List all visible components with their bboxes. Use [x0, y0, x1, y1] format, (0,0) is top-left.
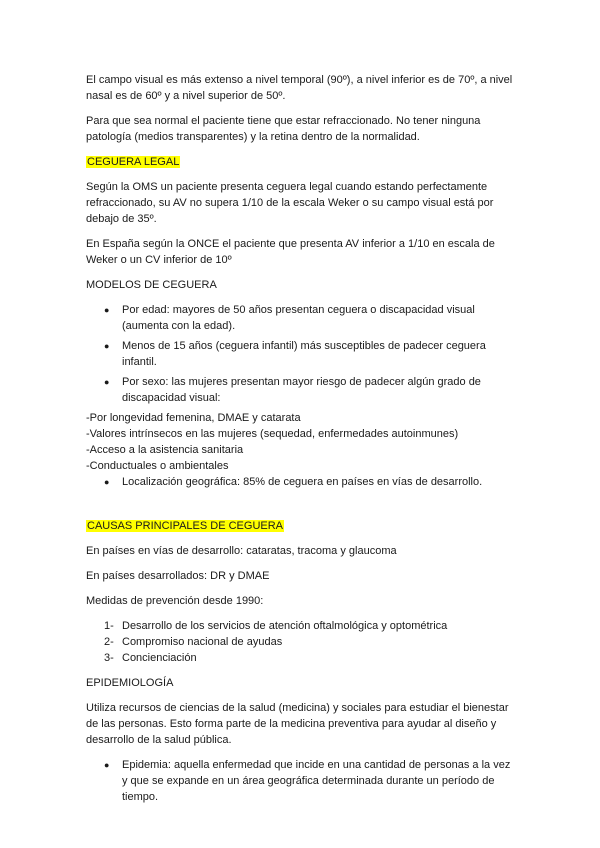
list-item — [86, 634, 514, 650]
epidemia-bullet-list — [86, 757, 514, 805]
list-item: ● Por edad: mayores de 50 años presentan ceguera o discapacidad visual (aumenta con la edad). — [86, 302, 514, 334]
list-item: ● Epidemia: aquella enfermedad que incide en una cantidad de personas a la vez y que se expande en un área geográfica determinada durante un período de tiempo. — [86, 757, 514, 805]
list-number: 2- — [104, 636, 114, 648]
heading-ceguera-legal-text: CEGUERA LEGAL — [87, 156, 180, 168]
paragraph-once: En España según la ONCE el paciente que presenta AV inferior a 1/10 en escala de Weker o un CV inferior de 10º — [86, 238, 495, 266]
heading-epidemiologia: EPIDEMIOLOGÍA — [86, 677, 174, 689]
list-item: -Conductuales o ambientales — [86, 460, 229, 472]
paragraph-oms: Según la OMS un paciente presenta ceguera legal cuando estando perfectamente refraccionado, su AV no supera 1/10 de la escala Weker o su campo visual está por debajo de 35º. — [86, 181, 494, 225]
list-item: ● Menos de 15 años (ceguera infantil) más susceptibles de padecer ceguera infantil. — [86, 338, 514, 370]
list-item: -Valores intrínsecos en las mujeres (sequedad, enfermedades autoinmunes) — [86, 428, 459, 440]
geo-bullet-list — [86, 474, 514, 490]
modelos-bullet-list — [86, 302, 514, 406]
spacer — [86, 494, 514, 518]
sexo-reasons-list — [86, 410, 514, 474]
paragraph-epidemiologia: Utiliza recursos de ciencias de la salud (medicina) y sociales para estudiar el bienestar de las personas. Esto forma parte de la medicina preventiva para ayudar al diseño y desarrollo de la salud pública. — [86, 702, 509, 746]
list-item: ● Por sexo: las mujeres presentan mayor riesgo de padecer algún grado de discapacidad visual: — [86, 374, 514, 406]
list-number: 1- — [104, 620, 114, 632]
list-item-text: Concienciación — [122, 652, 197, 664]
heading-causas-principales — [86, 518, 514, 534]
paragraph-medidas-prevencion: Medidas de prevención desde 1990: — [86, 595, 264, 607]
paragraph-causas-desarrollo: En países en vías de desarrollo: cataratas, tracoma y glaucoma — [86, 545, 397, 557]
list-item — [86, 650, 514, 666]
list-item-text: Desarrollo de los servicios de atención oftalmológica y optométrica — [122, 620, 448, 632]
list-item-text: Compromiso nacional de ayudas — [122, 636, 283, 648]
list-item — [86, 618, 514, 634]
heading-modelos-ceguera: MODELOS DE CEGUERA — [86, 279, 217, 291]
heading-causas-principales-text: CAUSAS PRINCIPALES DE CEGUERA — [87, 520, 284, 532]
heading-ceguera-legal — [86, 154, 514, 170]
list-item: -Acceso a la asistencia sanitaria — [86, 444, 244, 456]
medidas-numbered-list — [86, 618, 514, 666]
paragraph-campo-visual: El campo visual es más extenso a nivel temporal (90º), a nivel inferior es de 70º, a nivel nasal es de 60º y a nivel superior de 50º. — [86, 74, 513, 102]
list-number: 3- — [104, 652, 114, 664]
list-item: -Por longevidad femenina, DMAE y catarata — [86, 412, 301, 424]
paragraph-normalidad: Para que sea normal el paciente tiene que estar refraccionado. No tener ninguna patología (medios transparentes) y la retina dentro de la normalidad. — [86, 115, 481, 143]
paragraph-causas-desarrollados: En países desarrollados: DR y DMAE — [86, 570, 270, 582]
list-item: ● Localización geográfica: 85% de ceguera en países en vías de desarrollo. — [86, 474, 514, 490]
